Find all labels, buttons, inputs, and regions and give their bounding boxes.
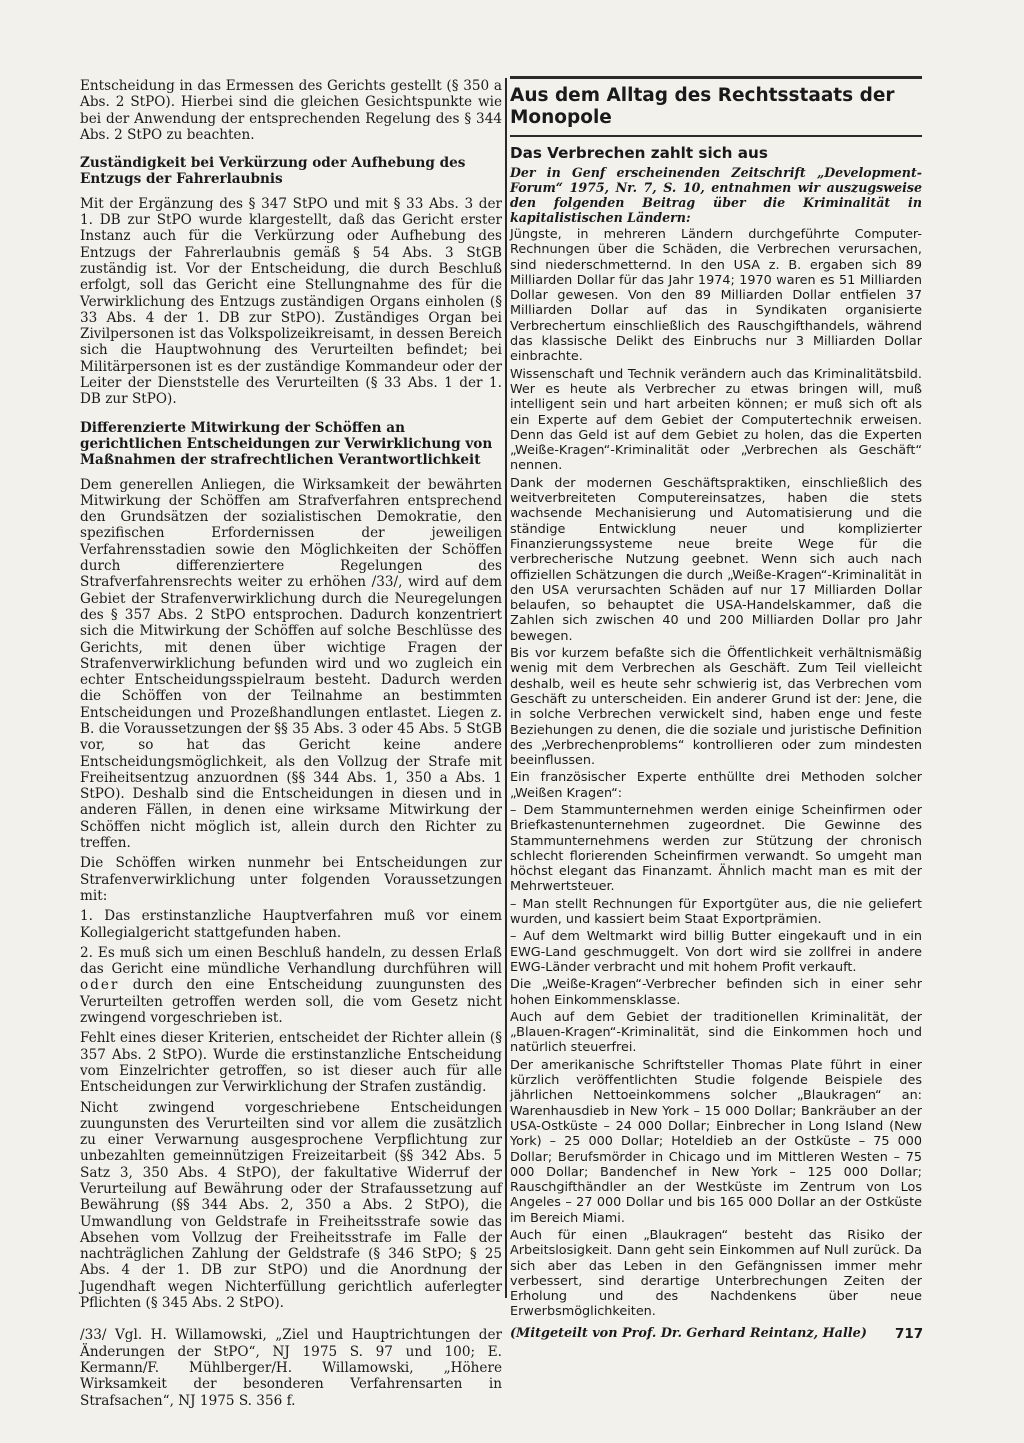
right-column xyxy=(510,78,922,1343)
list-item-text: 2. Es muß sich um einen Beschluß handeln, zu dessen Erlaß das Gericht eine mündliche Verhandlung durchführen will xyxy=(80,944,502,978)
paragraph: Die „Weiße-Kragen“-Verbrecher befinden sich in einer sehr hohen Einkommensklasse. xyxy=(510,977,922,1008)
paragraph: – Dem Stammunternehmen werden einige Scheinfirmen oder Briefkastenunternehmen zugeordnet. Die Gewinne des Stammunternehmens werden zur Stützung der chronisch schlecht florierenden Scheinfirmen verwandt. So umgeht man höchst elegant das Finanzamt. Ähnlich macht man es mit der Mehrwertsteuer. xyxy=(510,802,922,895)
paragraph: Entscheidung in das Ermessen des Gerichts gestellt (§ 350 a Abs. 2 StPO). Hierbei sind die gleichen Gesichtspunkte wie bei der Anwendung der entsprechenden Regelung des § 344 Abs. 2 StPO zu beachten. xyxy=(80,78,502,143)
paragraph: Ein französischer Experte enthüllte drei Methoden solcher „Weißen Kragen“: xyxy=(510,770,922,801)
article-byline: (Mitgeteilt von Prof. Dr. Gerhard Reintanz, Halle) xyxy=(510,1325,867,1341)
paragraph: Fehlt eines dieser Kriterien, entscheidet der Richter allein (§ 357 Abs. 2 StPO). Wurde die erstinstanzliche Entscheidung vom Einzelrichter getroffen, so ist dieser auch für alle Entscheidungen zur Verwirklichung der Strafen zuständig. xyxy=(80,1030,502,1096)
list-item xyxy=(80,945,502,1026)
section-heading: Zuständigkeit bei Verkürzung oder Aufhebung des Entzugs der Fahrerlaubnis xyxy=(80,155,466,188)
section-rule xyxy=(510,135,922,137)
paragraph: Mit der Ergänzung des § 347 StPO und mit § 33 Abs. 3 der 1. DB zur StPO wurde klargestellt, daß das Gericht erster Instanz auch für die Verkürzung oder Aufhebung des Entzugs der Fahrerlaubnis gemäß § 54 Abs. 3 StGB zuständig ist. Vor der Entscheidung, die durch Beschluß erfolgt, soll das Gericht eine Stellungnahme des für die Verwirklichung des Entzugs zuständigen Organs einholen (§ 33 Abs. 4 der 1. DB zur StPO). Zuständiges Organ bei Zivilpersonen ist das Volkspolizeikreisamt, in dessen Bereich sich die Hauptwohnung des Verurteilten befindet; bei Militärpersonen ist es der zuständige Kommandeur oder der Leiter der Dienststelle des Verurteilten (§ 33 Abs. 1 der 1. DB zur StPO). xyxy=(80,195,502,408)
section-title: Aus dem Alltag des Rechtsstaats der Monopole xyxy=(510,85,895,128)
section-heading: Differenzierte Mitwirkung der Schöffen an gerichtlichen Entscheidungen zur Verwirklichung von Maßnahmen der strafrechtlichen Verantwortlichkeit xyxy=(80,419,493,469)
list-item: 1. Das erstinstanzliche Hauptverfahren muß vor einem Kollegialgericht stattgefunden haben. xyxy=(80,908,502,941)
paragraph: Die Schöffen wirken nunmehr bei Entscheidungen zur Strafenverwirklichung unter folgenden Voraussetzungen mit: xyxy=(80,855,502,904)
paragraph: Dank der modernen Geschäftspraktiken, einschließlich des weitverbreiteten Computereinsatzes, haben die stets wachsende Mechanisierung und Automatisierung und die ständige Entwicklung neuer und komplizierter Finanzierungssysteme neue breite Wege für die verbrecherische Nutzung geebnet. Wenn sich auch nach offiziellen Schätzungen die durch „Weiße-Kragen“-Kriminalität in den USA verursachten Schäden auf nur 17 Milliarden Dollar belaufen, so behauptet die USA-Handelskammer, daß die Zahlen sich zwischen 40 und 200 Milliarden Dollar pro Jahr bewegen. xyxy=(510,475,922,644)
page-number: 717 xyxy=(895,1326,924,1342)
paragraph: Jüngste, in mehreren Ländern durchgeführte Computer-Rechnungen über die Schäden, die Verbrechen verursachen, sind niederschmetternd. In den USA z. B. ergaben sich 89 Milliarden Dollar für das Jahr 1974; 1970 waren es 51 Milliarden Dollar gewesen. Von den 89 Milliarden Dollar entfielen 37 Milliarden Dollar auf das in Syndikaten organisierte Verbrechertum einschließlich des Rauschgifthandels, während das klassische Delikt des Einbruchs nur 3 Milliarden Dollar einbrachte. xyxy=(510,227,922,365)
paragraph: Wissenschaft und Technik verändern auch das Kriminalitätsbild. Wer es heute als Verbrecher zu etwas bringen will, muß intelligent sein und hart arbeiten können; er muß sich oft als ein Experte auf dem Gebiet der Computertechnik erweisen. Denn das Geld ist auf dem Gebiet zu holen, das die Experten „Weiße-Kragen“-Kriminalität oder „Verbrechen als Geschäft“ nennen. xyxy=(510,366,922,474)
footnote: /33/ Vgl. H. Willamowski, „Ziel und Hauptrichtungen der Änderungen der StPO“, NJ 1975 S. 97 und 100; E. Kermann/F. Mühlberger/H. Willamowski, „Höhere Wirksamkeit der besonderen Verfahrensarten in Strafsachen“, NJ 1975 S. 356 f. xyxy=(80,1327,502,1409)
emphasis-or: oder xyxy=(80,977,120,994)
paragraph: Bis vor kurzem befaßte sich die Öffentlichkeit verhältnismäßig wenig mit dem Verbrechen als Geschäft. Zum Teil vielleicht deshalb, weil es heute sehr schwierig ist, das Verbrechen vom Geschäft zu unterscheiden. Ein anderer Grund ist der: Jene, die in solche Verbrechen verwickelt sind, haben enge und feste Beziehungen zu denen, die die soziale und juristische Definition des „Verbrechenproblems“ kontrollieren oder zum mindesten beeinflussen. xyxy=(510,646,922,769)
criteria-list xyxy=(80,908,502,1026)
paragraph: – Man stellt Rechnungen für Exportgüter aus, die nie geliefert wurden, und kassiert beim Staat Exportprämien. xyxy=(510,896,922,928)
paragraph: Auch auf dem Gebiet der traditionellen Kriminalität, der „Blauen-Kragen“-Kriminalität, sind die Einkommen hoch und natürlich steuerfrei. xyxy=(510,1009,922,1056)
column-divider xyxy=(505,78,507,1298)
left-column xyxy=(80,78,502,1413)
paragraph: Auch für einen „Blaukragen“ besteht das Risiko der Arbeitslosigkeit. Dann geht sein Einkommen auf Null zurück. Da sich aber das Leben in den Gefängnissen immer mehr verbessert, sind derartige Unterbrechungen Zeiten der Erholung und des Nachdenkens über neue Erwerbsmöglichkeiten. xyxy=(510,1228,922,1320)
paragraph: – Auf dem Weltmarkt wird billig Butter eingekauft und in ein EWG-Land geschmuggelt. Von dort wird sie zollfrei in andere EWG-Länder verbracht und mit hohem Profit verkauft. xyxy=(510,929,922,975)
paragraph: Nicht zwingend vorgeschriebene Entscheidungen zuungunsten des Verurteilten sind vor allem die zusätzlich zu einer Verwarnung ausgesprochene Verpflichtung zur unbezahlten gemeinnützigen Freizeitarbeit (§§ 342 Abs. 5 Satz 3, 350 Abs. 4 StPO), der fakultative Widerruf der Verurteilung auf Bewährung oder der Strafaussetzung auf Bewährung (§§ 344 Abs. 2, 350 a Abs. 2 StPO), die Umwandlung von Geldstrafe in Freiheitsstrafe sowie das Absehen vom Vollzug der Freiheitsstrafe im Falle der nachträglichen Zahlung der Geldstrafe (§ 346 StPO; § 25 Abs. 4 der 1. DB zur StPO) und die Anordnung der Jugendhaft wegen Nichterfüllung gerichtlich auferlegter Pflichten (§ 345 Abs. 2 StPO). xyxy=(80,1099,502,1312)
article-title: Das Verbrechen zahlt sich aus xyxy=(510,144,768,162)
article-intro: Der in Genf erscheinenden Zeitschrift „Development-Forum“ 1975, Nr. 7, S. 10, entnahmen wir auszugsweise den folgenden Beitrag über die Kriminalität in kapitalistischen Ländern: xyxy=(510,165,922,225)
list-item-text: durch den eine Entscheidung zuungunsten des Verurteilten getroffen werden soll, die vom Gesetz nicht zwingend vorgeschrieben ist. xyxy=(80,977,502,1027)
paragraph: Der amerikanische Schriftsteller Thomas Plate führt in einer kürzlich veröffentlichten Studie folgende Beispiele des jährlichen Nettoeinkommens solcher „Blaukragen“ an: Warenhausdieb in New York – 15 000 Dollar; Bankräuber an der USA-Ostküste – 24 000 Dollar; Einbrecher in Long Island (New York) – 25 000 Dollar; Hoteldieb an der Ostküste – 75 000 Dollar; Berufsmörder in Chicago und im Mittleren Westen – 75 000 Dollar; Bandenchef in New York – 125 000 Dollar; Rauschgifthändler an der Westküste im Zentrum von Los Angeles – 27 000 Dollar und bis 165 000 Dollar an der Ostküste im Bereich Miami. xyxy=(510,1057,922,1226)
paragraph: Dem generellen Anliegen, die Wirksamkeit der bewährten Mitwirkung der Schöffen am Strafverfahren entsprechend den Grundsätzen der sozialistischen Demokratie, den spezifischen Erfordernissen der jeweiligen Verfahrensstadien sowie den Möglichkeiten der Schöffen durch differenziertere Regelungen des Strafverfahrensrechts weiter zu erhöhen /33/, wird auf dem Gebiet der Strafenverwirklichung durch die Neuregelungen des § 357 Abs. 2 StPO entsprochen. Dadurch konzentriert sich die Mitwirkung der Schöffen auf solche Beschlüsse des Gerichts, mit denen über wichtige Fragen der Strafenverwirklichung befunden wird und wo zugleich ein echter Entscheidungsspielraum besteht. Dadurch werden die Schöffen von der Teilnahme an bestimmten Entscheidungen und Prozeßhandlungen entlastet. Liegen z. B. die Voraussetzungen der §§ 35 Abs. 3 oder 45 Abs. 5 StGB vor, so hat das Gericht keine andere Entscheidungsmöglichkeit, als den Vollzug der Strafe mit Freiheitsentzug anzuordnen (§§ 344 Abs. 1, 350 a Abs. 1 StPO). Deshalb sind die Entscheidungen in diesen und in anderen Fällen, in denen eine wirksame Mitwirkung der Schöffen nicht möglich ist, allein durch den Richter zu treffen. xyxy=(80,476,502,852)
